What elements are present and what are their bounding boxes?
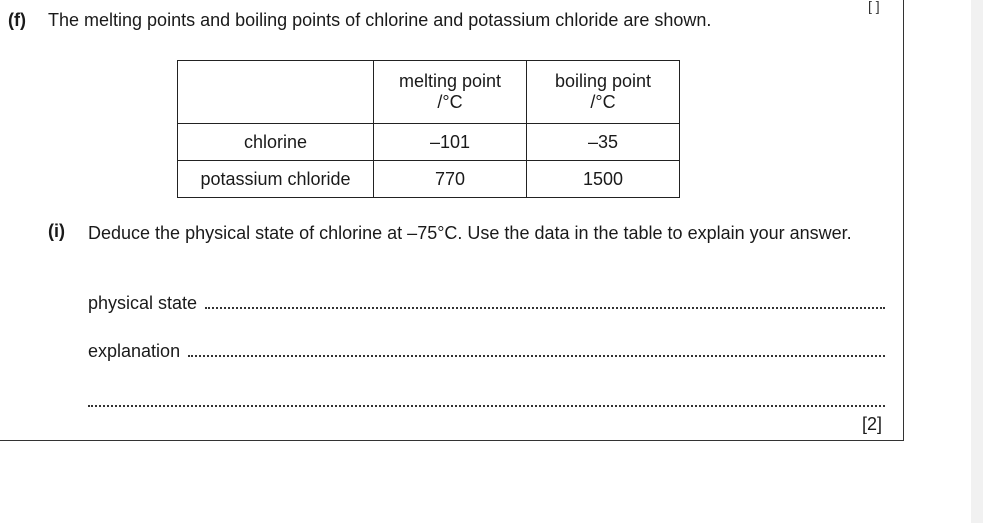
subquestion-label: (i) — [48, 221, 65, 241]
table-row — [178, 161, 680, 198]
question-box-right-border — [903, 0, 904, 441]
data-table — [177, 60, 680, 198]
table-cell-substance: chlorine — [178, 124, 374, 161]
table-cell-melting: –101 — [374, 124, 527, 161]
physical-state-label: physical state — [88, 293, 198, 313]
explanation-answer-line[interactable] — [188, 340, 885, 357]
subquestion-text: Deduce the physical state of chlorine at –75°C. Use the data in the table to explain your answer. — [88, 223, 852, 243]
physical-state-answer-line[interactable] — [205, 292, 885, 309]
table-cell-melting: 770 — [374, 161, 527, 198]
explanation-label: explanation — [88, 341, 181, 361]
table-header-melting-point — [374, 61, 527, 124]
boiling-header-line1: boiling point — [554, 71, 652, 91]
explanation-continuation-line[interactable] — [88, 390, 885, 407]
question-box-bottom-border — [0, 440, 904, 441]
physical-state-answer-row — [88, 292, 885, 314]
viewer-scroll-strip[interactable] — [971, 0, 983, 523]
table-cell-boiling: 1500 — [527, 161, 680, 198]
marks-indicator: [2] — [862, 414, 883, 434]
question-intro-text: The melting points and boiling points of chlorine and potassium chloride are shown. — [48, 10, 712, 30]
boiling-header-line2: /°C — [590, 92, 616, 112]
explanation-answer-row — [88, 340, 885, 362]
explanation-continuation-row — [88, 390, 885, 407]
table-header-boiling-point — [527, 61, 680, 124]
table-header-row — [178, 61, 680, 124]
table-header-empty — [178, 61, 374, 124]
table-cell-substance: potassium chloride — [178, 161, 374, 198]
melting-header-line1: melting point — [398, 71, 502, 91]
top-mark-fragment: [ ] — [868, 0, 880, 14]
question-part-label: (f) — [8, 10, 26, 30]
table-cell-boiling: –35 — [527, 124, 680, 161]
melting-header-line2: /°C — [437, 92, 463, 112]
table-row — [178, 124, 680, 161]
